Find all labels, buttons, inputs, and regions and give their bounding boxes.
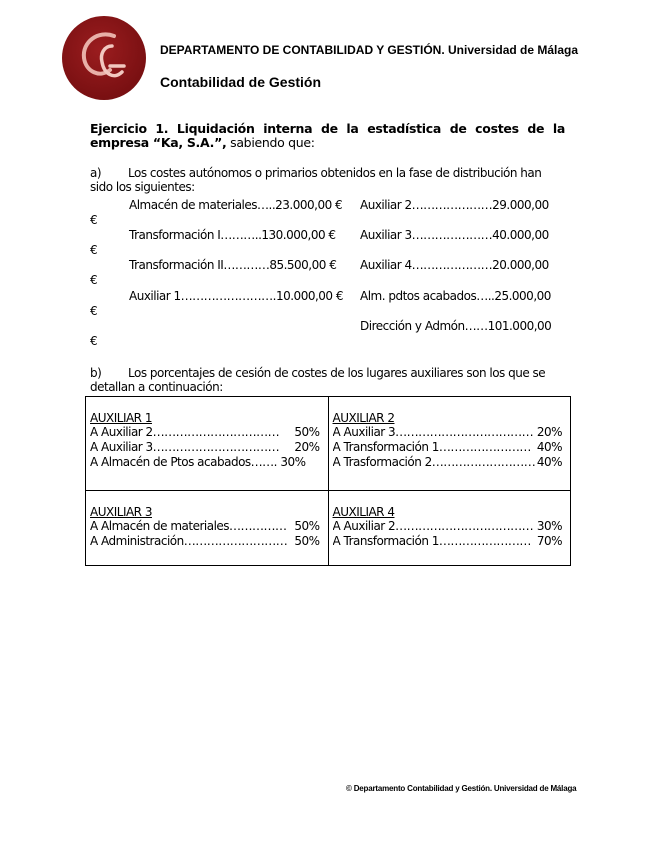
row-pct: 30% xyxy=(536,519,562,534)
cost-right-3: Auxiliar 4…………………20.000,00 xyxy=(360,258,549,272)
euro-wrap-5: € xyxy=(90,334,98,348)
row-label: A Transformación 1…………………… xyxy=(332,534,531,549)
row-pct: 20% xyxy=(294,440,320,454)
aux-1-title: AUXILIAR 1 xyxy=(90,411,152,425)
cg-monogram-icon xyxy=(62,16,146,100)
exercise-title-bold: Ejercicio 1. Liquidación interna de la estadística de costes de la empresa “Ka, S.A.”, xyxy=(90,121,565,150)
row-pct: 40% xyxy=(536,455,562,469)
cost-left-3: Transformación II…………85.500,00 € xyxy=(129,258,337,272)
university-logo xyxy=(62,16,146,100)
subject-heading: Contabilidad de Gestión xyxy=(160,74,322,90)
row-label: A Trasformación 2……………………… xyxy=(332,455,536,469)
cost-left-1: Almacén de materiales…..23.000,00 € xyxy=(129,198,343,212)
part-a-text: Los costes autónomos o primarios obtenidos en la fase de distribución han sido los siguientes: xyxy=(90,166,542,194)
aux-1-row-3 xyxy=(90,455,320,470)
row-pct: 20% xyxy=(536,425,562,439)
row-pct: 40% xyxy=(536,440,562,454)
cost-right-5: Dirección y Admón……101.000,00 xyxy=(360,319,552,333)
aux-2-row-2 xyxy=(333,440,563,455)
aux-3-row-1 xyxy=(90,519,320,534)
euro-wrap-3: € xyxy=(90,273,98,287)
part-b-paragraph xyxy=(90,366,565,394)
aux-2-title: AUXILIAR 2 xyxy=(332,411,395,425)
euro-wrap-4: € xyxy=(90,304,98,318)
row-pct: 50% xyxy=(294,519,320,534)
part-a-mark: a) xyxy=(90,166,102,180)
row-label: A Auxiliar 2……………………………… xyxy=(332,519,534,534)
row-label: A Transformación 1…………………… xyxy=(332,440,531,454)
row-label: A Almacén de Ptos acabados……. xyxy=(90,455,277,469)
euro-wrap-1: € xyxy=(90,213,98,227)
table-row xyxy=(86,491,571,566)
exercise-title-rest: sabiendo que: xyxy=(226,135,315,150)
row-label: A Auxiliar 3…………………………… xyxy=(90,440,280,454)
exercise-title xyxy=(90,122,565,150)
table-row xyxy=(86,397,571,491)
cost-right-4: Alm. pdtos acabados…..25.000,00 xyxy=(360,289,551,303)
row-pct: 70% xyxy=(536,534,562,549)
aux-2-row-1 xyxy=(333,425,563,440)
aux-4-title: AUXILIAR 4 xyxy=(332,505,395,520)
row-label: A Auxiliar 2…………………………… xyxy=(90,425,280,439)
cost-left-2: Transformación I………..130.000,00 € xyxy=(129,228,336,242)
row-pct: 50% xyxy=(294,534,320,549)
aux-3-row-2 xyxy=(90,534,320,549)
aux-3-title: AUXILIAR 3 xyxy=(90,505,152,520)
row-pct: 50% xyxy=(294,425,320,439)
auxiliaries-table xyxy=(85,396,571,566)
aux-4-row-1 xyxy=(333,519,563,534)
cost-right-1: Auxiliar 2…………………29.000,00 xyxy=(360,198,549,212)
aux-cell-1 xyxy=(86,397,329,491)
aux-2-row-3 xyxy=(333,455,563,470)
aux-cell-4 xyxy=(328,491,571,566)
row-label: A Auxiliar 3……………………………… xyxy=(332,425,534,439)
aux-4-row-2 xyxy=(333,534,563,549)
cost-right-2: Auxiliar 3…………………40.000,00 xyxy=(360,228,549,242)
part-a-paragraph xyxy=(90,166,565,194)
aux-1-row-1 xyxy=(90,425,320,440)
aux-cell-2 xyxy=(328,397,571,491)
row-pct: 30% xyxy=(280,455,306,469)
row-label: A Almacén de materiales…………… xyxy=(90,519,287,534)
department-heading: DEPARTAMENTO DE CONTABILIDAD Y GESTIÓN. Universidad de Málaga xyxy=(160,43,579,57)
row-label: A Administración……………………… xyxy=(90,534,288,549)
part-b-text: Los porcentajes de cesión de costes de los lugares auxiliares son los que se detallan a continuación: xyxy=(90,366,546,394)
part-b-mark: b) xyxy=(90,366,102,380)
footer-copyright: © Departamento Contabilidad y Gestión. Universidad de Málaga xyxy=(346,784,577,793)
aux-cell-3 xyxy=(86,491,329,566)
euro-wrap-2: € xyxy=(90,243,98,257)
cost-left-4: Auxiliar 1…………………….10.000,00 € xyxy=(129,289,343,303)
aux-1-row-2 xyxy=(90,440,320,455)
